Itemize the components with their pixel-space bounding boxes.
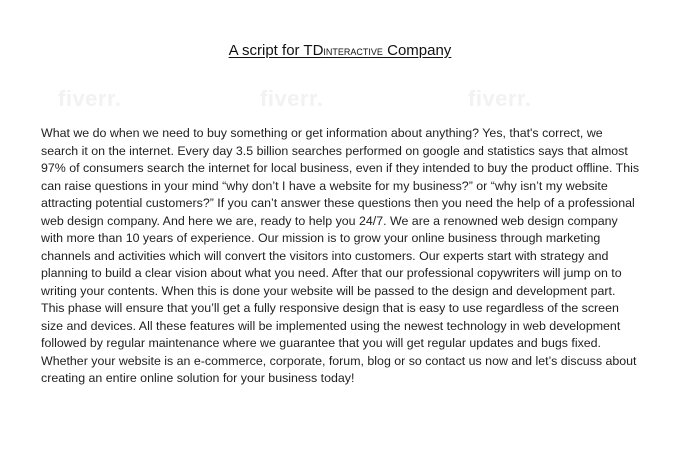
body-paragraph: What we do when we need to buy something or get information about anything? Yes, that's correct, we search it on the internet. Every day 3.5 billion searches performed on google and statistics says that almost 97% of consumers search the internet for local business, even if they intended to buy the product offline. This can raise questions in your mind “why don’t I have a website for my business?” or “why isn’t my website attracting potential customers?” If you can’t answer these questions then you need the help of a professional web design company. And here we are, ready to help you 24/7. We are a renowned web design company with more than 10 years of experience. Our mission is to grow your online business through marketing channels and activities which will convert the visitors into customers. Our experts start with strategy and planning to build a clear vision about what you need. After that our professional copywriters will jump on to writing your contents. When this is done your website will be passed to the design and development part. This phase will ensure that you’ll get a fully responsive design that is easy to use regardless of the screen size and devices. All these features will be implemented using the newest technology in web development followed by regular maintenance where we guarantee that you will get regular updates and bugs fixed. Whether your website is an e-commerce, corporate, forum, blog or so contact us now and let’s discuss about creating an entire online solution for your business today!	[41, 126, 640, 385]
title-end: Company	[382, 42, 452, 59]
title-main: A script for TD	[228, 42, 324, 59]
fiverr-watermark: fiverr.	[58, 86, 122, 111]
watermark-row	[0, 86, 680, 116]
title-small-caps: INTERACTIVE	[323, 47, 383, 57]
fiverr-watermark: fiverr.	[260, 86, 324, 111]
document-title	[0, 42, 680, 59]
fiverr-watermark: fiverr.	[468, 86, 532, 111]
